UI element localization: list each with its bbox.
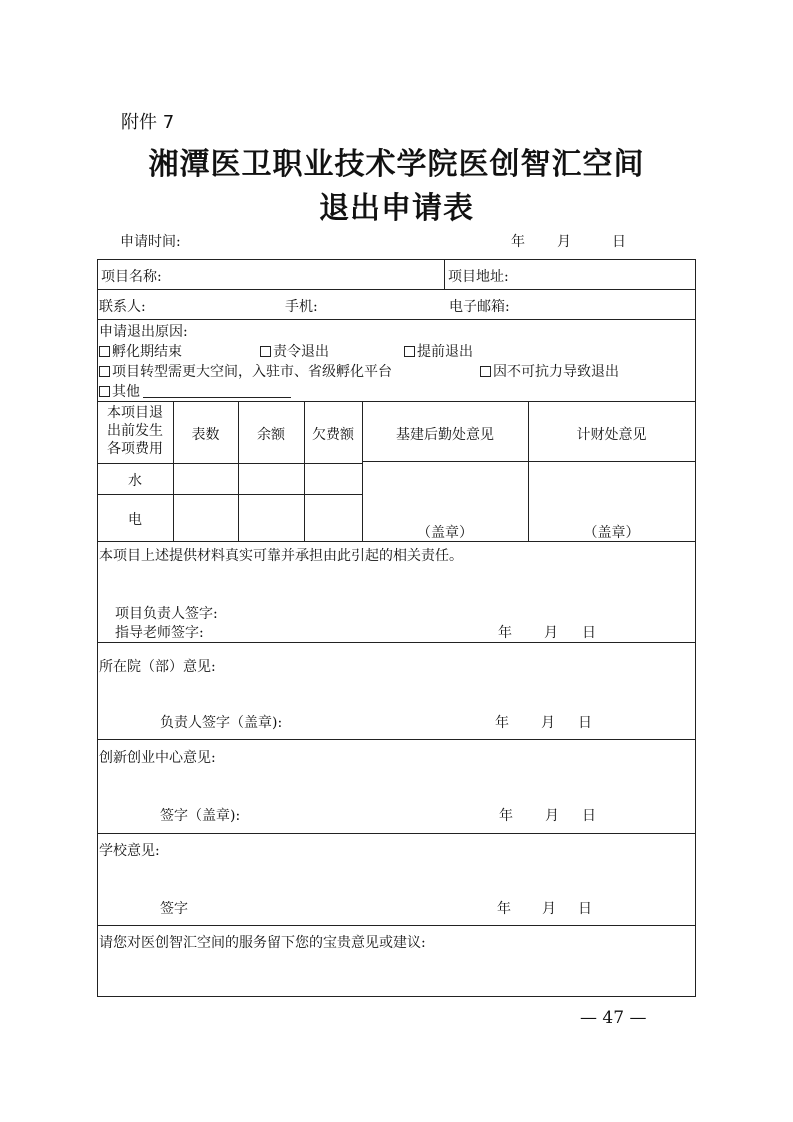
college-day: 日 <box>578 715 592 731</box>
statement-year: 年 <box>498 625 512 641</box>
checkbox-icon <box>260 346 271 357</box>
feedback-label: 请您对医创智汇空间的服务留下您的宝贵意见或建议: <box>99 935 426 951</box>
col-balance-header: 余额 <box>257 427 285 443</box>
col-logistics-header: 基建后勤处意见 <box>396 427 494 443</box>
college-month: 月 <box>541 715 555 731</box>
teacher-sign-label: 指导老师签字: <box>115 625 204 641</box>
center-sign-label: 签字（盖章): <box>160 808 241 824</box>
project-name-label: 项目名称: <box>101 269 162 285</box>
statement-text: 本项目上述提供材料真实可靠并承担由此引起的相关责任。 <box>99 548 463 564</box>
checkbox-icon <box>99 346 110 357</box>
contact-label: 联系人: <box>99 299 146 315</box>
page-number: — 47 — <box>580 1008 647 1028</box>
college-opinion-label: 所在院（部）意见: <box>99 659 216 675</box>
email-label: 电子邮箱: <box>449 299 510 315</box>
apply-year: 年 <box>511 234 525 250</box>
apply-time-label: 申请时间: <box>120 234 181 250</box>
reason-option-ordered-exit[interactable]: 责令退出 <box>260 341 329 361</box>
phone-label: 手机: <box>285 299 318 315</box>
center-month: 月 <box>545 808 559 824</box>
checkbox-icon <box>480 366 491 377</box>
form-title-line2: 退出申请表 <box>319 191 474 226</box>
col-arrears-header: 欠费额 <box>312 427 354 443</box>
center-year: 年 <box>499 808 513 824</box>
form-title-line1: 湘潭医卫职业技术学院医创智汇空间 <box>148 147 645 182</box>
reason-option-other[interactable]: 其他 <box>99 381 140 401</box>
attachment-label: 附件 7 <box>121 112 175 133</box>
statement-day: 日 <box>582 625 596 641</box>
checkbox-icon <box>99 366 110 377</box>
school-day: 日 <box>578 901 592 917</box>
finance-seal: （盖章） <box>583 525 640 541</box>
project-address-label: 项目地址: <box>448 269 509 285</box>
reason-option-incubation-end[interactable]: 孵化期结束 <box>99 341 182 361</box>
statement-month: 月 <box>544 625 558 641</box>
reason-label: 申请退出原因: <box>99 324 188 340</box>
center-day: 日 <box>582 808 596 824</box>
checkbox-icon <box>404 346 415 357</box>
college-sign-label: 负责人签字（盖章): <box>160 715 283 731</box>
school-year: 年 <box>497 901 511 917</box>
apply-month: 月 <box>557 234 571 250</box>
reason-option-early-exit[interactable]: 提前退出 <box>404 341 473 361</box>
reason-option-force-majeure[interactable]: 因不可抗力导致退出 <box>480 361 619 381</box>
school-opinion-label: 学校意见: <box>99 843 160 859</box>
school-sign-label: 签字 <box>160 901 188 917</box>
logistics-seal: （盖章） <box>417 525 473 541</box>
checkbox-icon <box>99 386 110 397</box>
college-year: 年 <box>495 715 509 731</box>
leader-sign-label: 项目负责人签字: <box>115 606 218 622</box>
col-meter-header: 表数 <box>191 427 220 443</box>
electricity-label: 电 <box>128 512 142 528</box>
school-month: 月 <box>542 901 556 917</box>
fees-row-label: 本项目退 出前发生 各项费用 <box>107 405 163 457</box>
water-label: 水 <box>128 473 142 489</box>
other-reason-underline[interactable] <box>143 397 291 398</box>
col-finance-header: 计财处意见 <box>576 427 647 443</box>
apply-day: 日 <box>612 234 626 250</box>
reason-option-transformation[interactable]: 项目转型需更大空间，入驻市、省级孵化平台 <box>99 361 392 381</box>
center-opinion-label: 创新创业中心意见: <box>99 750 216 766</box>
